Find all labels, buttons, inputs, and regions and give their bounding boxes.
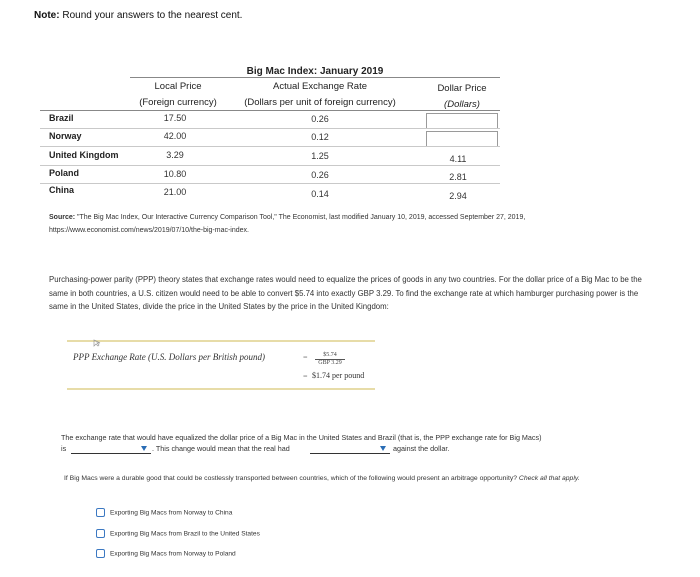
row-local-price: 10.80 — [163, 169, 187, 179]
row-country: China — [49, 185, 75, 195]
formula-equals-2: = — [303, 372, 308, 381]
q1-is: is — [61, 444, 67, 453]
note-text: Round your answers to the nearest cent. — [62, 10, 243, 21]
row-dollar-price: 2.94 — [449, 191, 467, 201]
row-local-price: 17.50 — [163, 113, 187, 123]
row-local-price: 42.00 — [163, 131, 187, 141]
option-row[interactable] — [96, 529, 260, 538]
note-label: Note: — [34, 10, 60, 21]
row-local-price: 3.29 — [166, 150, 184, 160]
row-divider — [40, 146, 500, 147]
col-local-header: Local Price — [154, 81, 202, 92]
question-ppp-brazil — [61, 433, 542, 442]
option-label: Exporting Big Macs from Norway to China — [110, 509, 233, 517]
option-label: Exporting Big Macs from Brazil to the United States — [110, 530, 260, 538]
note — [34, 10, 242, 21]
formula-equals: = — [303, 353, 308, 362]
row-dollar-price: 4.11 — [449, 154, 467, 164]
q1-against-text: against the dollar. — [393, 444, 450, 453]
q1-text: The exchange rate that would have equalized the dollar price of a Big Mac in the United States and Brazil (that is, the PPP exchange rate for Big Macs) — [61, 433, 542, 442]
cursor-icon — [93, 334, 101, 342]
source-url: https://www.economist.com/news/2019/07/10/the-big-mac-index. — [49, 227, 249, 234]
formula-result: $1.74 per pound — [312, 371, 365, 380]
real-change-dropdown[interactable] — [310, 443, 390, 454]
row-exchange-rate: 0.12 — [311, 132, 329, 142]
source-label: Source: — [49, 214, 76, 221]
q2-text: If Big Macs were a durable good that could be costlessly transported between countries, which of the following would present an arbitrage opportunity? — [64, 475, 518, 482]
formula-bottom-rule — [67, 388, 375, 390]
formula-numerator: $5.74 — [315, 352, 345, 360]
row-divider — [40, 165, 500, 166]
q1-change-text: . This change would mean that the real had — [152, 444, 290, 453]
table-title: Big Mac Index: January 2019 — [246, 66, 384, 77]
col-dollar-header: Dollar Price — [437, 83, 487, 94]
row-exchange-rate: 0.14 — [311, 189, 329, 199]
row-local-price: 21.00 — [163, 187, 187, 197]
formula-fraction — [315, 352, 345, 366]
ppp-explanation: Purchasing-power parity (PPP) theory states that exchange rates would need to equalize the prices of goods in any two countries. For the dollar price of a Big Mac to be the same in both countries, a U.S. citizen would need to be able to convert $5.74 into exactly GBP 3.29. To find the exchange rate at which hamburger purchasing power is the same in the United States, divide the price in the United States by the price in the United Kingdom: — [49, 275, 642, 311]
row-dollar-price: 2.81 — [449, 172, 467, 182]
formula-label: PPP Exchange Rate (U.S. Dollars per British pound) — [73, 352, 266, 362]
checkbox[interactable] — [96, 549, 105, 558]
question-arbitrage — [64, 472, 624, 486]
dollar-price-input-norway[interactable] — [426, 131, 498, 147]
checkbox[interactable] — [96, 529, 105, 538]
col-local-subheader: (Foreign currency) — [139, 97, 217, 108]
ppp-rate-dropdown[interactable] — [71, 443, 151, 454]
row-country: United Kingdom — [49, 150, 119, 160]
row-country: Norway — [49, 131, 82, 141]
formula-top-rule — [67, 340, 375, 342]
dollar-price-input-brazil[interactable] — [426, 113, 498, 129]
source-citation — [49, 211, 669, 237]
source-text: "The Big Mac Index, Our Interactive Currency Comparison Tool," The Economist, last modified January 10, 2019, accessed September 27, 2019, — [77, 214, 526, 221]
table-header-rule — [40, 110, 500, 111]
col-dollar-subheader: (Dollars) — [444, 99, 480, 110]
chevron-down-icon — [141, 446, 147, 451]
row-divider — [40, 183, 500, 184]
col-rate-subheader: (Dollars per unit of foreign currency) — [244, 97, 396, 108]
row-exchange-rate: 1.25 — [311, 151, 329, 161]
checkbox[interactable] — [96, 508, 105, 517]
col-rate-header: Actual Exchange Rate — [272, 81, 367, 92]
row-divider — [40, 128, 500, 129]
option-row[interactable] — [96, 508, 232, 517]
row-country: Poland — [49, 168, 80, 178]
row-exchange-rate: 0.26 — [311, 114, 329, 124]
option-row[interactable] — [96, 549, 236, 558]
row-exchange-rate: 0.26 — [311, 170, 329, 180]
table-top-rule — [130, 77, 500, 78]
row-country: Brazil — [49, 113, 74, 123]
formula-denominator: GBP 3.29 — [318, 360, 342, 366]
q2-instruction: Check all that apply. — [518, 475, 580, 482]
option-label: Exporting Big Macs from Norway to Poland — [110, 550, 236, 558]
chevron-down-icon — [380, 446, 386, 451]
